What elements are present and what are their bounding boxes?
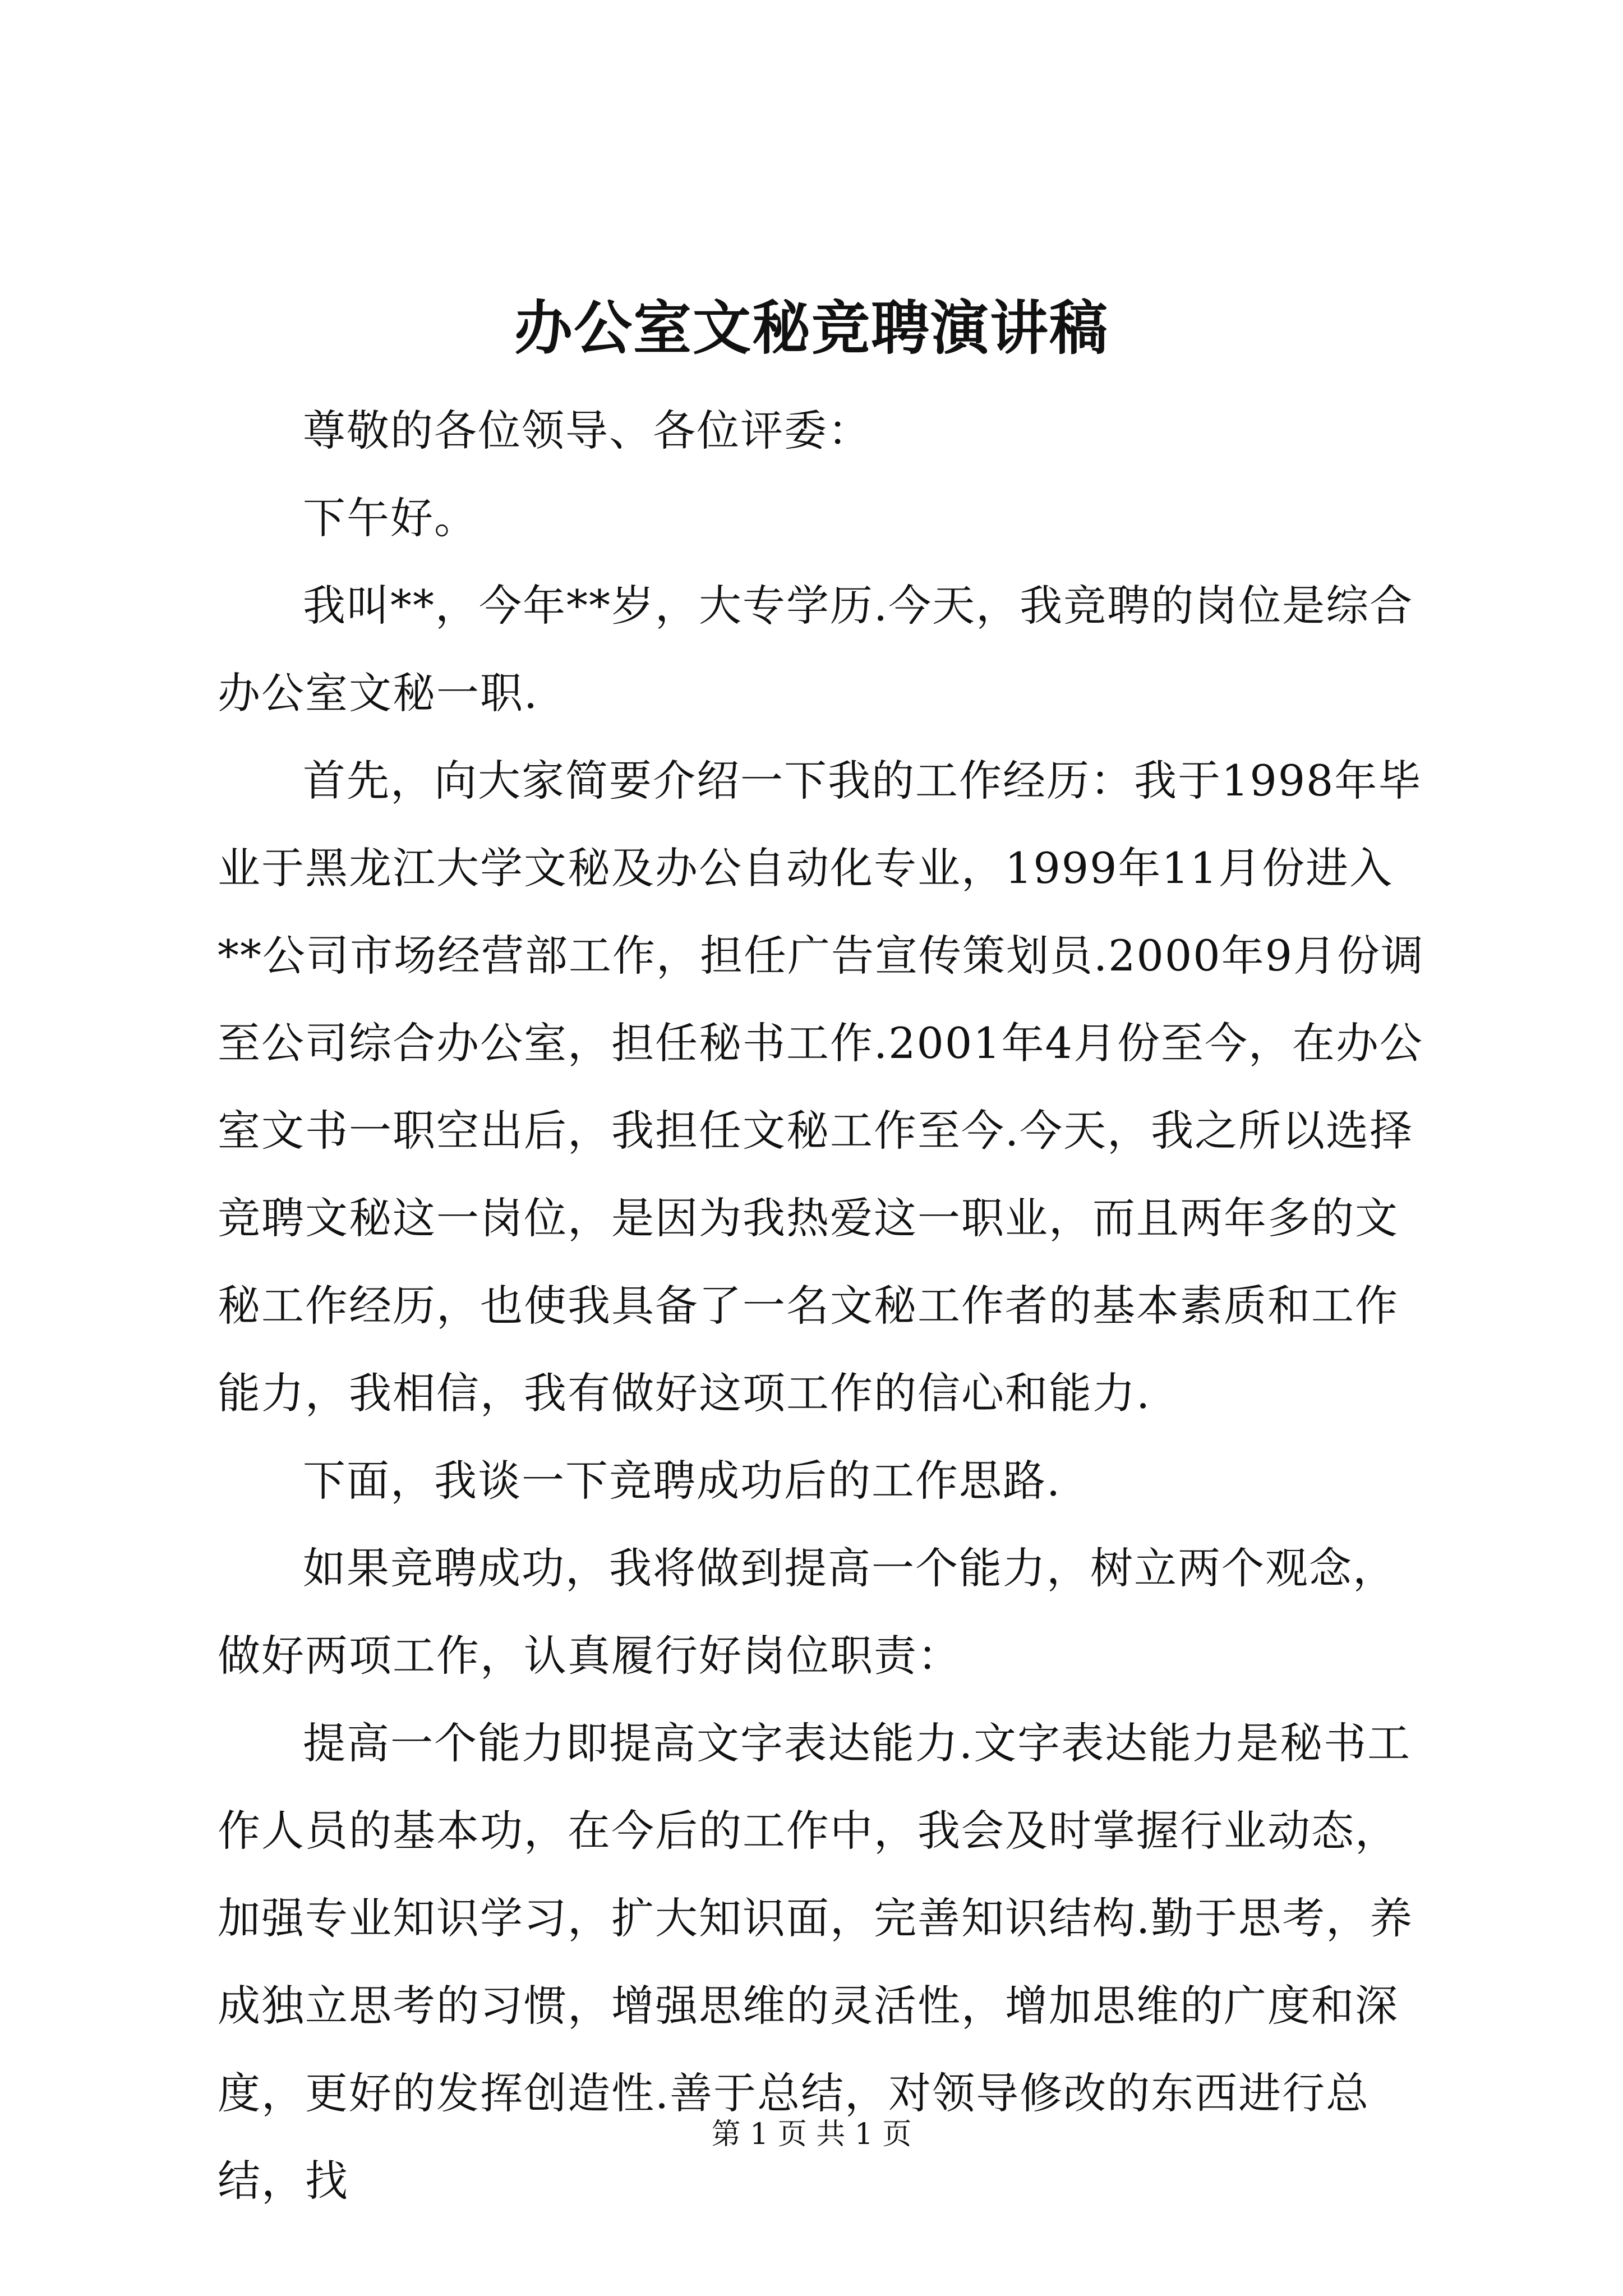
- page-footer: 第 1 页 共 1 页: [711, 2118, 912, 2151]
- paragraph-plan: [218, 1525, 1429, 1700]
- paragraph-transition: [218, 1437, 1429, 1525]
- paragraph-text: 我叫**，今年**岁，大专学历.今天，我竞聘的岗位是综合办公室文秘一职.: [218, 581, 1414, 718]
- document-title: 办公室文秘竞聘演讲稿: [514, 293, 1109, 362]
- paragraph-text: 首先，向大家简要介绍一下我的工作经历：我于1998年毕业于黑龙江大学文秘及办公自动化专业，1999年11月份进入**公司市场经营部工作，担任广告宣传策划员.2000年9月份调至公司综合办公室，担任秘书工作.2001年4月份至今，在办公室文书一职空出后，我担任文秘工作至今.今天，我之所以选择竞聘文秘这一岗位，是因为我热爱这一职业，而且两年多的文秘工作经历，也使我具备了一名文秘工作者的基本素质和工作能力，我相信，我有做好这项工作的信心和能力.: [218, 756, 1424, 1418]
- paragraph-text: 尊敬的各位领导、各位评委：: [303, 406, 872, 455]
- paragraph-work-history: [218, 737, 1429, 1437]
- paragraph-text: 如果竞聘成功，我将做到提高一个能力，树立两个观念，做好两项工作，认真履行好岗位职责：: [218, 1543, 1396, 1681]
- paragraph-introduction: [218, 562, 1429, 737]
- paragraph-text: 提高一个能力即提高文字表达能力.文字表达能力是秘书工作人员的基本功，在今后的工作中，我会及时掌握行业动态，加强专业知识学习，扩大知识面，完善知识结构.勤于思考，养成独立思考的习惯，增强思维的灵活性，增加思维的广度和深度，更好的发挥创造性.善于总结，对领导修改的东西进行总结，找: [218, 1718, 1414, 2206]
- paragraph-text: 下面，我谈一下竞聘成功后的工作思路.: [303, 1456, 1062, 1506]
- paragraph-text: 下午好。: [303, 493, 478, 543]
- document-body: [218, 387, 1429, 2225]
- paragraph-greeting: [218, 475, 1429, 562]
- paragraph-salutation: [218, 387, 1429, 475]
